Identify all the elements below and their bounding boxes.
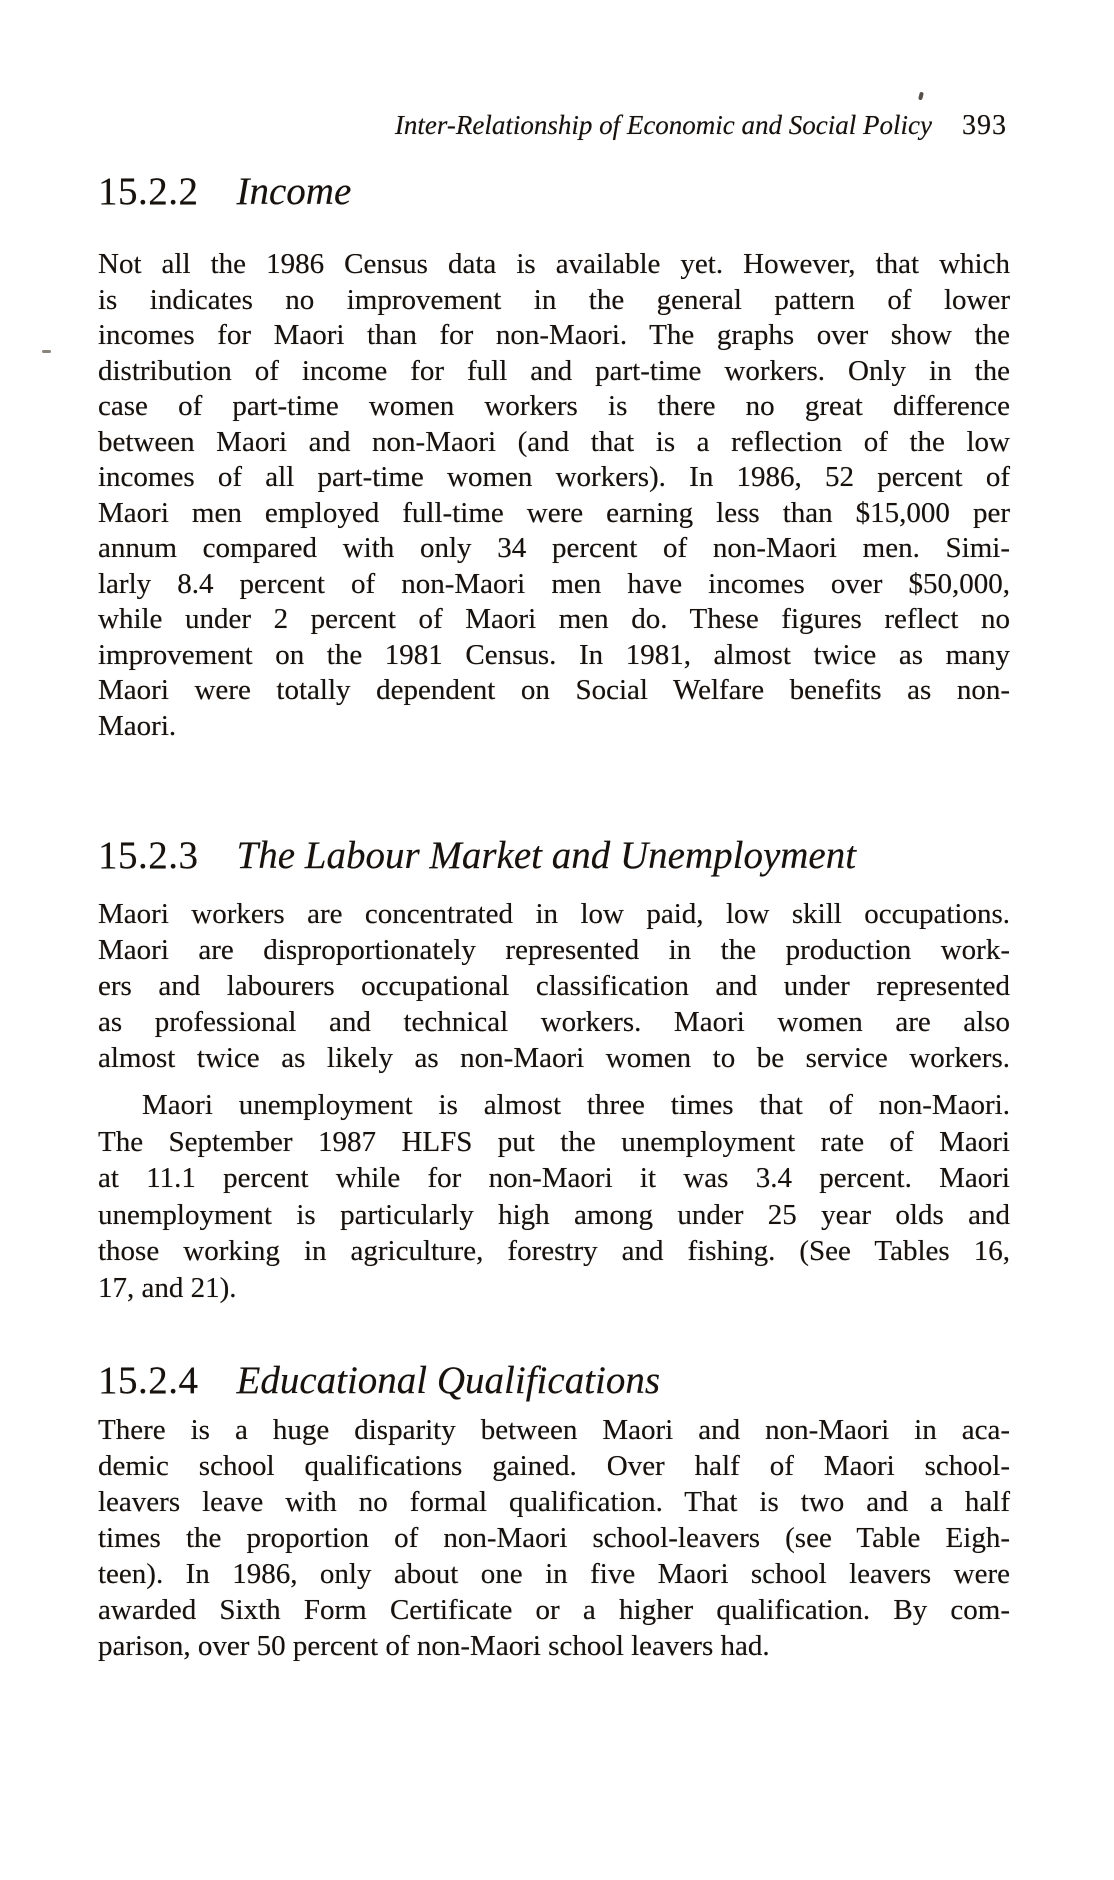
section-title: The Labour Market and Unemployment (236, 834, 857, 877)
text-line-content: times the proportion of non-Maori school-leavers (see Table Eigh- (98, 1522, 1010, 1554)
text-line-content: at 11.1 percent while for non-Maori it was 3.4 percent. Maori (98, 1162, 1010, 1194)
text-line (98, 1412, 1010, 1448)
text-line-content: is indicates no improvement in the general pattern of lower (98, 283, 1010, 316)
scan-speck (42, 350, 51, 353)
text-line-content: incomes of all part-time women workers). In 1986, 52 percent of (98, 461, 1010, 493)
text-line-content: Maori workers are concentrated in low paid, low skill occupations. (98, 898, 1010, 930)
text-line (98, 1040, 1010, 1076)
text-line-content: Maori. (98, 709, 177, 742)
text-line-content: unemployment is particularly high among under 25 year olds and (98, 1198, 1010, 1231)
text-line (98, 460, 1010, 496)
text-line-content: improvement on the 1981 Census. In 1981, almost twice as many (98, 638, 1010, 671)
text-line (98, 425, 1010, 461)
running-head-title: Inter-Relationship of Economic and Social Policy (394, 110, 932, 140)
text-line (98, 496, 1010, 532)
text-line (98, 1628, 1010, 1664)
section-heading (98, 1357, 1010, 1405)
text-line (98, 1520, 1010, 1556)
paragraph (98, 1087, 1010, 1306)
section-title: Income (236, 170, 352, 213)
text-line (98, 389, 1010, 425)
text-line (98, 1448, 1010, 1484)
text-line (98, 968, 1010, 1004)
text-line-content: incomes for Maori than for non-Maori. The graphs over show the (98, 319, 1010, 351)
text-line (98, 318, 1010, 354)
text-line (98, 531, 1010, 567)
text-line (98, 1124, 1010, 1161)
text-line-content: There is a huge disparity between Maori and non-Maori in aca- (98, 1414, 1010, 1446)
text-line-content: awarded Sixth Form Certificate or a higher qualification. By com- (98, 1594, 1010, 1626)
section-heading (98, 832, 1010, 880)
text-line-content: distribution of income for full and part-time workers. Only in the (98, 354, 1010, 387)
text-line-content: Maori were totally dependent on Social Welfare benefits as non- (98, 674, 1010, 706)
text-line-content: Maori men employed full-time were earning less than $15,000 per (98, 496, 1010, 529)
section-number: 15.2.2 (98, 170, 199, 213)
text-line-content: larly 8.4 percent of non-Maori men have incomes over $50,000, (98, 567, 1010, 600)
text-line-content: leavers leave with no formal qualification. That is two and a half (98, 1486, 1010, 1518)
text-line-content: case of part-time women workers is there no great difference (98, 390, 1010, 422)
text-line-content: demic school qualifications gained. Over half of Maori school- (98, 1450, 1010, 1482)
text-line (98, 1592, 1010, 1628)
text-line (98, 896, 1010, 932)
text-line (98, 1160, 1010, 1197)
text-line-content: between Maori and non-Maori (and that is a reflection of the low (98, 425, 1010, 458)
page-content (98, 168, 1010, 1664)
text-line-content: Not all the 1986 Census data is available yet. However, that which (98, 248, 1010, 280)
text-line-content: Maori are disproportionately represented in the production work- (98, 934, 1010, 966)
text-line-content: parison, over 50 percent of non-Maori school leavers had. (98, 1630, 770, 1662)
text-line (98, 1556, 1010, 1592)
section-heading (98, 168, 1010, 216)
text-line-content: those working in agriculture, forestry and fishing. (See Tables 16, (98, 1235, 1010, 1267)
section-number: 15.2.3 (98, 834, 199, 877)
text-line (98, 1197, 1010, 1234)
running-head (395, 108, 1007, 143)
text-line-content: while under 2 percent of Maori men do. These figures reflect no (98, 603, 1010, 635)
scan-speck (918, 92, 924, 101)
text-line-content: teen). In 1986, only about one in five Maori school leavers were (98, 1558, 1010, 1590)
text-line (98, 247, 1010, 283)
text-line-content: ers and labourers occupational classification and under represented (98, 970, 1010, 1002)
text-line (98, 1087, 1010, 1124)
text-line-content: as professional and technical workers. Maori women are also (98, 1006, 1010, 1038)
text-line (98, 673, 1010, 709)
text-line (98, 283, 1010, 319)
section-number: 15.2.4 (98, 1359, 199, 1402)
section-title: Educational Qualifications (236, 1359, 661, 1402)
text-line (98, 1270, 1010, 1307)
paragraph (98, 247, 1010, 744)
text-line (98, 602, 1010, 638)
text-line-content: Maori unemployment is almost three times that of non-Maori. (142, 1089, 1010, 1121)
text-line (98, 1004, 1010, 1040)
text-line (98, 354, 1010, 390)
page-number: 393 (962, 110, 1007, 141)
paragraph (98, 896, 1010, 1076)
text-line-content: almost twice as likely as non-Maori women to be service workers. (98, 1042, 1010, 1074)
text-line (98, 638, 1010, 674)
paragraph (98, 1412, 1010, 1664)
text-line (98, 1484, 1010, 1520)
text-line (98, 567, 1010, 603)
text-line (98, 932, 1010, 968)
text-line-content: The September 1987 HLFS put the unemployment rate of Maori (98, 1125, 1010, 1158)
text-line-content: 17, and 21). (98, 1271, 237, 1304)
text-line (98, 1233, 1010, 1270)
text-line-content: annum compared with only 34 percent of non-Maori men. Simi- (98, 532, 1010, 564)
text-line (98, 709, 1010, 745)
